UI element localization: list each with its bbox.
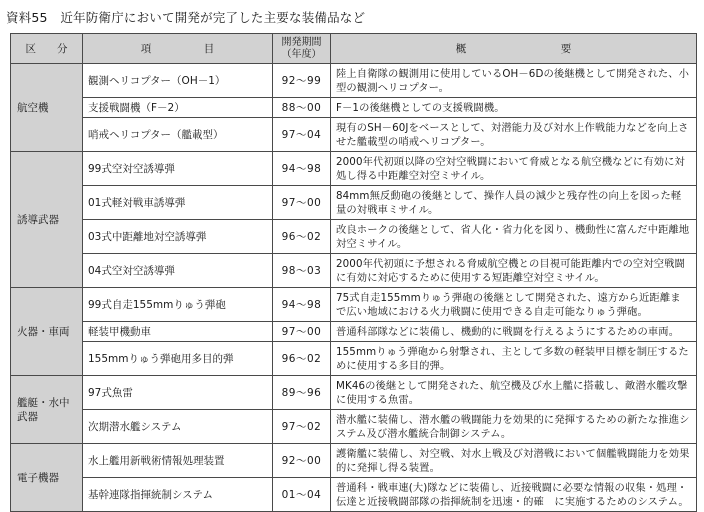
item-cell: 哨戒ヘリコプター（艦載型） (83, 118, 273, 152)
table-row (11, 478, 697, 512)
item-cell: 次期潜水艦システム (83, 410, 273, 444)
summary-cell: 普通科・戦車連(大)隊などに装備し、近接戦闘に必要な情報の収集・処理・伝達と近接戦闘部隊の指揮統制を迅速・的確 に実施するためのシステム。 (331, 478, 697, 512)
category-cell: 火器・車両 (11, 288, 83, 376)
table-row (11, 288, 697, 322)
summary-cell: 2000年代初頭以降の空対空戦闘において脅威となる航空機などに有効に対処し得る中距離空対空ミサイル。 (331, 152, 697, 186)
period-cell: 96～02 (273, 220, 331, 254)
period-cell: 88～00 (273, 98, 331, 118)
item-cell: 99式自走155mmりゅう弾砲 (83, 288, 273, 322)
table-header-row (11, 34, 697, 64)
category-cell: 艦艇・水中武器 (11, 376, 83, 444)
period-cell: 97～00 (273, 322, 331, 342)
summary-cell: 現有のSH－60Jをベースとして、対潜能力及び対水上作戦能力などを向上させた艦載型の哨戒ヘリコプター。 (331, 118, 697, 152)
summary-cell: 2000年代初頭に予想される脅威航空機との目視可能距離内での空対空戦闘に有効に対応するために使用する短距離空対空ミサイル。 (331, 254, 697, 288)
item-cell: 水上艦用新戦術情報処理装置 (83, 444, 273, 478)
item-cell: 97式魚雷 (83, 376, 273, 410)
period-cell: 98～03 (273, 254, 331, 288)
period-cell: 89～96 (273, 376, 331, 410)
summary-cell: 改良ホークの後継として、省人化・省力化を図り、機動性に富んだ中距離地対空ミサイル。 (331, 220, 697, 254)
header-summary: 概 要 (331, 34, 697, 64)
table-row (11, 322, 697, 342)
summary-cell: 84mm無反動砲の後継として、操作人員の減少と残存性の向上を図った軽量の対戦車ミサイル。 (331, 186, 697, 220)
table-row (11, 186, 697, 220)
summary-cell: 75式自走155mmりゅう弾砲の後継として開発された、遠方から近距離まで広い地域における火力戦闘に使用できる自走可能なりゅう弾砲。 (331, 288, 697, 322)
item-cell: 155mmりゅう弾砲用多目的弾 (83, 342, 273, 376)
table-row (11, 118, 697, 152)
table-row (11, 410, 697, 444)
period-cell: 92～99 (273, 64, 331, 98)
period-cell: 92～00 (273, 444, 331, 478)
item-cell: 03式中距離地対空誘導弾 (83, 220, 273, 254)
table-row (11, 444, 697, 478)
table-row (11, 152, 697, 186)
equipment-table (10, 33, 697, 512)
category-cell: 電子機器 (11, 444, 83, 512)
period-cell: 01～04 (273, 478, 331, 512)
header-category: 区 分 (11, 34, 83, 64)
summary-cell: MK46の後継として開発された、航空機及び水上艦に搭載し、敵潜水艦攻撃に使用する魚雷。 (331, 376, 697, 410)
table-row (11, 64, 697, 98)
summary-cell: 護衛艦に装備し、対空戦、対水上戦及び対潜戦において個艦戦闘能力を効果的に発揮し得る装置。 (331, 444, 697, 478)
item-cell: 99式空対空誘導弾 (83, 152, 273, 186)
summary-cell: 潜水艦に装備し、潜水艦の戦闘能力を効果的に発揮するための新たな推進システム及び潜水艦統合制御システム。 (331, 410, 697, 444)
table-row (11, 98, 697, 118)
period-cell: 97～02 (273, 410, 331, 444)
period-cell: 97～00 (273, 186, 331, 220)
period-cell: 94～98 (273, 288, 331, 322)
category-cell: 誘導武器 (11, 152, 83, 288)
item-cell: 観測ヘリコプター（OH－1） (83, 64, 273, 98)
header-period-line2: （年度） (281, 48, 322, 60)
item-cell: 04式空対空誘導弾 (83, 254, 273, 288)
page-title: 資料55 近年防衛庁において開発が完了した主要な装備品など (6, 10, 366, 25)
item-cell: 基幹連隊指揮統制システム (83, 478, 273, 512)
header-period-line1: 開発期間 (281, 36, 322, 48)
item-cell: 支援戦闘機（F－2） (83, 98, 273, 118)
header-item: 項 目 (83, 34, 273, 64)
table-row (11, 376, 697, 410)
period-cell: 97～04 (273, 118, 331, 152)
table-row (11, 220, 697, 254)
summary-cell: 155mmりゅう弾砲から射撃され、主として多数の軽装甲目標を制圧するために使用する多目的弾。 (331, 342, 697, 376)
table-row (11, 254, 697, 288)
period-cell: 96～02 (273, 342, 331, 376)
header-period (273, 34, 331, 64)
period-cell: 94～98 (273, 152, 331, 186)
summary-cell: 陸上自衛隊の観測用に使用しているOH－6Dの後継機として開発された、小型の観測ヘリコプター。 (331, 64, 697, 98)
summary-cell: F－1の後継機としての支援戦闘機。 (331, 98, 697, 118)
item-cell: 軽装甲機動車 (83, 322, 273, 342)
summary-cell: 普通科部隊などに装備し、機動的に戦闘を行えるようにするための車両。 (331, 322, 697, 342)
table-row (11, 342, 697, 376)
category-cell: 航空機 (11, 64, 83, 152)
item-cell: 01式軽対戦車誘導弾 (83, 186, 273, 220)
